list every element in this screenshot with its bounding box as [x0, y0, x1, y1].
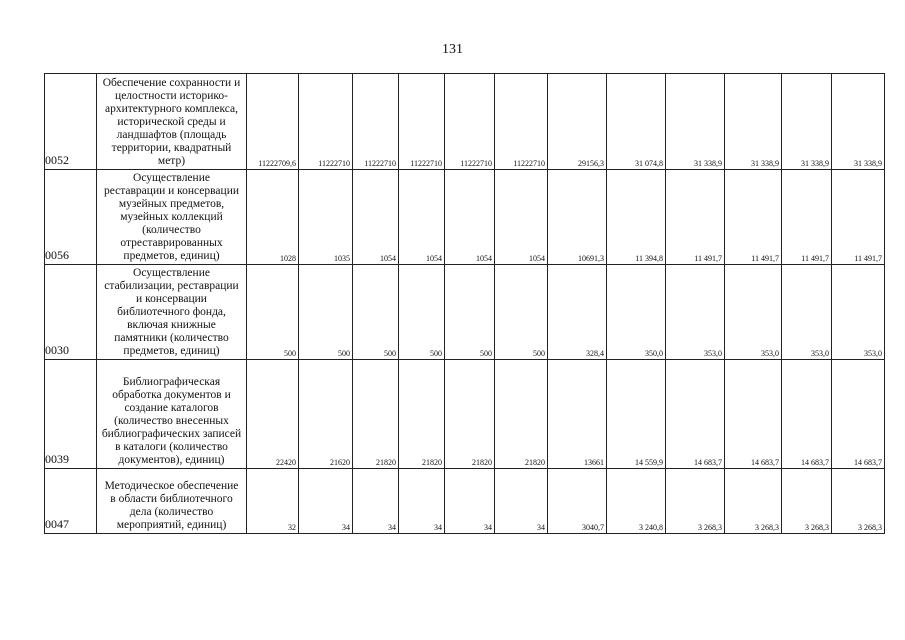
row-value-11: 3 268,3	[782, 469, 832, 534]
row-value-11: 31 338,9	[782, 74, 832, 170]
row-value-7: 328,4	[548, 265, 607, 360]
row-value-8: 3 240,8	[607, 469, 666, 534]
row-value-1: 22420	[247, 360, 299, 469]
row-value-1: 500	[247, 265, 299, 360]
row-value-5: 21820	[445, 360, 495, 469]
row-value-6: 21820	[495, 360, 548, 469]
row-value-9: 14 683,7	[666, 360, 725, 469]
row-code: 0039	[45, 360, 97, 469]
table-row	[45, 74, 885, 170]
row-value-7: 29156,3	[548, 74, 607, 170]
row-value-12: 14 683,7	[832, 360, 885, 469]
row-value-11: 11 491,7	[782, 170, 832, 265]
row-value-4: 11222710	[399, 74, 445, 170]
row-value-3: 34	[353, 469, 399, 534]
row-value-2: 1035	[299, 170, 353, 265]
table-body	[45, 74, 885, 534]
row-code: 0052	[45, 74, 97, 170]
table-row	[45, 170, 885, 265]
row-value-8: 350,0	[607, 265, 666, 360]
row-description: Обеспечение сохранности и целостности историко-архитектурного комплекса, исторической среды и ландшафтов (площадь территории, квадратный метр)	[97, 74, 247, 170]
row-code: 0047	[45, 469, 97, 534]
row-value-1: 32	[247, 469, 299, 534]
table-row	[45, 265, 885, 360]
row-value-1: 1028	[247, 170, 299, 265]
row-value-3: 500	[353, 265, 399, 360]
row-value-12: 3 268,3	[832, 469, 885, 534]
row-value-8: 14 559,9	[607, 360, 666, 469]
row-value-8: 31 074,8	[607, 74, 666, 170]
row-code: 0030	[45, 265, 97, 360]
row-value-7: 3040,7	[548, 469, 607, 534]
row-value-4: 1054	[399, 170, 445, 265]
row-value-3: 21820	[353, 360, 399, 469]
row-value-11: 353,0	[782, 265, 832, 360]
row-value-10: 14 683,7	[725, 360, 782, 469]
table-row	[45, 469, 885, 534]
row-value-2: 500	[299, 265, 353, 360]
row-description: Осуществление стабилизации, реставрации и консервации библиотечного фонда, включая книжные памятники (количество предметов, единиц)	[97, 265, 247, 360]
row-value-12: 11 491,7	[832, 170, 885, 265]
row-value-8: 11 394,8	[607, 170, 666, 265]
row-value-6: 11222710	[495, 74, 548, 170]
row-value-6: 34	[495, 469, 548, 534]
row-value-10: 353,0	[725, 265, 782, 360]
row-value-10: 3 268,3	[725, 469, 782, 534]
row-value-10: 31 338,9	[725, 74, 782, 170]
row-value-7: 13661	[548, 360, 607, 469]
row-value-5: 500	[445, 265, 495, 360]
row-value-6: 1054	[495, 170, 548, 265]
row-value-2: 11222710	[299, 74, 353, 170]
row-value-2: 34	[299, 469, 353, 534]
table-row	[45, 360, 885, 469]
row-value-6: 500	[495, 265, 548, 360]
row-value-5: 1054	[445, 170, 495, 265]
row-value-12: 353,0	[832, 265, 885, 360]
row-value-3: 11222710	[353, 74, 399, 170]
row-value-9: 31 338,9	[666, 74, 725, 170]
row-value-10: 11 491,7	[725, 170, 782, 265]
row-value-7: 10691,3	[548, 170, 607, 265]
row-value-11: 14 683,7	[782, 360, 832, 469]
row-value-9: 353,0	[666, 265, 725, 360]
page-number: 131	[442, 42, 463, 57]
row-code: 0056	[45, 170, 97, 265]
row-value-2: 21620	[299, 360, 353, 469]
row-value-4: 500	[399, 265, 445, 360]
row-value-9: 11 491,7	[666, 170, 725, 265]
row-value-9: 3 268,3	[666, 469, 725, 534]
budget-table	[44, 73, 885, 534]
row-value-4: 34	[399, 469, 445, 534]
row-value-12: 31 338,9	[832, 74, 885, 170]
row-value-5: 11222710	[445, 74, 495, 170]
row-value-4: 21820	[399, 360, 445, 469]
row-description: Осуществление реставрации и консервации музейных предметов, музейных коллекций (количество отреставрированных предметов, единиц)	[97, 170, 247, 265]
row-description: Методическое обеспечение в области библиотечного дела (количество мероприятий, единиц)	[97, 469, 247, 534]
row-value-1: 11222709,6	[247, 74, 299, 170]
row-description: Библиографическая обработка документов и создание каталогов (количество внесенных библиографических записей в каталоги (количество документов), единиц)	[97, 360, 247, 469]
row-value-5: 34	[445, 469, 495, 534]
row-value-3: 1054	[353, 170, 399, 265]
